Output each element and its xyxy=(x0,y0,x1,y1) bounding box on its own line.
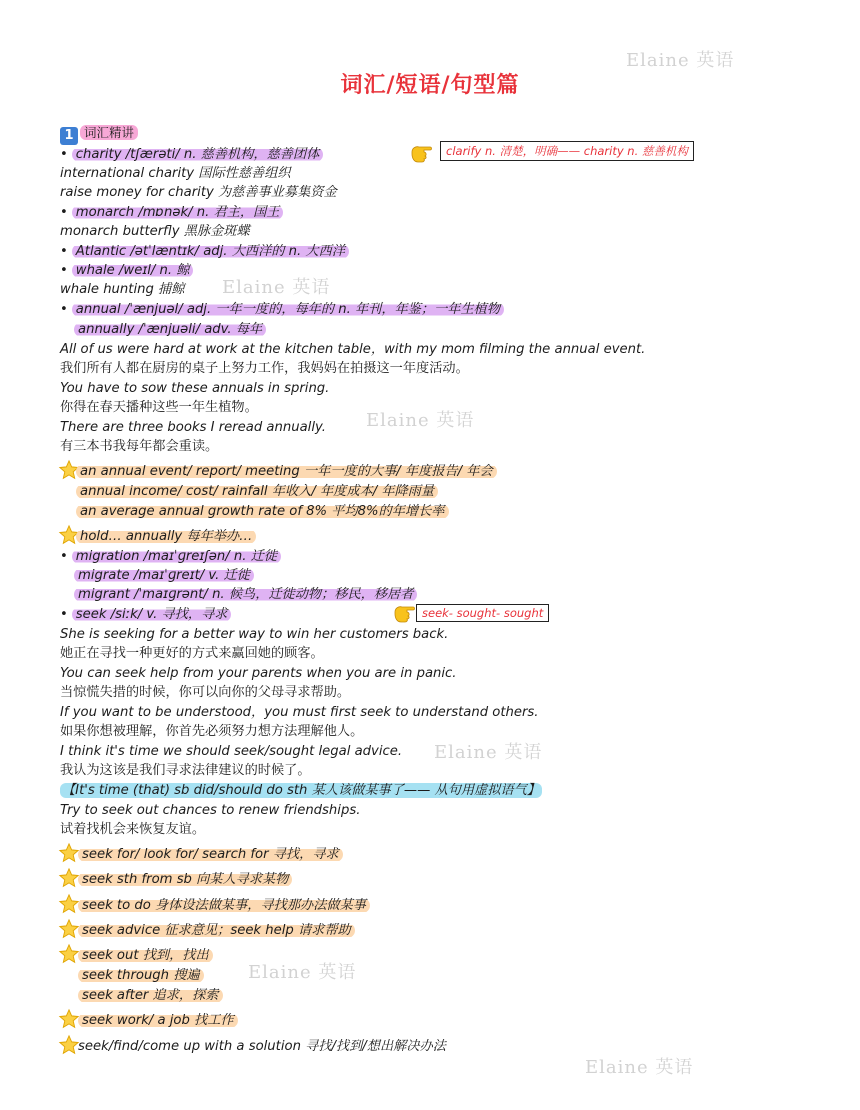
phrase-line: seek through 搜遍 xyxy=(78,966,204,985)
star-icon xyxy=(58,918,80,940)
pointing-hand-icon xyxy=(410,140,438,164)
section-label: 词汇精讲 xyxy=(80,125,138,140)
vocab-entry: annually /ˈænjuəli/ adv. 每年 xyxy=(60,320,266,339)
example-sentence: Try to seek out chances to renew friendships. xyxy=(60,803,361,818)
example-sentence: All of us were hard at work at the kitchen table，with my mom filming the annual event. xyxy=(60,342,646,357)
watermark: Elaine 英语 xyxy=(585,1057,694,1078)
vocab-line: raise money for charity 为慈善事业募集资金 xyxy=(60,185,337,200)
vocab-line: monarch butterfly 黑脉金斑蝶 xyxy=(60,224,250,239)
star-icon xyxy=(58,867,80,889)
star-icon xyxy=(58,842,80,864)
vocab-entry: migrate /maɪˈɡreɪt/ v. 迁徙 xyxy=(60,566,254,585)
vocab-entry: • annual /ˈænjuəl/ adj. 一年一度的，每年的 n. 年刊，年鉴；一年生植物 xyxy=(60,300,504,319)
phrase-line: seek out 找到，找出 xyxy=(78,946,213,965)
phrase-line: an annual event/ report/ meeting 一年一度的大事/ 年度报告/ 年会 xyxy=(76,462,497,481)
example-translation: 我们所有人都在厨房的桌子上努力工作，我妈妈在拍摄这一年度活动。 xyxy=(60,361,469,376)
example-translation: 当惊慌失措的时候，你可以向你的父母寻求帮助。 xyxy=(60,685,351,700)
example-sentence: There are three books I reread annually. xyxy=(60,420,326,435)
star-icon xyxy=(58,1008,80,1030)
grammar-note: 【It's time (that) sb did/should do sth 某人该做某事了—— 从句用虚拟语气】 xyxy=(62,783,540,798)
watermark: Elaine 英语 xyxy=(434,742,543,763)
vocab-entry: migrant /ˈmaɪɡrənt/ n. 候鸟，迁徙动物；移民，移居者 xyxy=(60,585,417,604)
example-translation: 如果你想被理解，你首先必须努力想方法理解他人。 xyxy=(60,724,364,739)
watermark: Elaine 英语 xyxy=(248,962,357,983)
example-sentence: She is seeking for a better way to win her customers back. xyxy=(60,627,449,642)
phrase-line: annual income/ cost/ rainfall 年收入/ 年度成本/ 年降雨量 xyxy=(76,482,438,501)
vocab-line: international charity 国际性慈善组织 xyxy=(60,166,291,181)
star-icon xyxy=(58,1034,80,1056)
example-translation: 试着找机会来恢复友谊。 xyxy=(60,822,206,837)
example-sentence: If you want to be understood，you must first seek to understand others. xyxy=(60,705,539,720)
example-sentence: You can seek help from your parents when you are in panic. xyxy=(60,666,457,681)
vocab-entry: • whale /weɪl/ n. 鲸 xyxy=(60,261,193,280)
vocab-entry: • migration /maɪˈɡreɪʃən/ n. 迁徙 xyxy=(60,547,281,566)
phrase-line: seek work/ a job 找工作 xyxy=(78,1011,238,1030)
watermark: Elaine 英语 xyxy=(222,277,331,298)
vocab-line: whale hunting 捕鲸 xyxy=(60,282,185,297)
phrase-line: seek sth from sb 向某人寻求某物 xyxy=(78,870,292,889)
example-sentence: You have to sow these annuals in spring. xyxy=(60,381,330,396)
section-header xyxy=(60,123,138,145)
example-translation: 你得在春天播种这些一年生植物。 xyxy=(60,400,258,415)
example-translation: 我认为这该是我们寻求法律建议的时候了。 xyxy=(60,763,311,778)
phrase-line: seek after 追求，探索 xyxy=(78,986,223,1005)
watermark: Elaine 英语 xyxy=(366,410,475,431)
vocab-entry: • monarch /mɒnək/ n. 君主，国王 xyxy=(60,203,283,222)
example-sentence: I think it's time we should seek/sought legal advice. xyxy=(60,744,403,759)
watermark: Elaine 英语 xyxy=(626,50,735,71)
vocab-entry: • seek /siːk/ v. 寻找，寻求 xyxy=(60,605,231,624)
phrase-line: seek advice 征求意见；seek help 请求帮助 xyxy=(78,921,355,940)
phrase-line: seek for/ look for/ search for 寻找，寻求 xyxy=(78,845,343,864)
phrase-line: an average annual growth rate of 8% 平均8%的年增长率 xyxy=(76,502,449,521)
star-icon xyxy=(58,893,80,915)
example-translation: 她正在寻找一种更好的方式来赢回她的顾客。 xyxy=(60,646,324,661)
seek-note: seek- sought- sought xyxy=(416,604,549,622)
clarify-note: clarify n. 清楚，明确—— charity n. 慈善机构 xyxy=(440,141,694,161)
vocab-entry: • charity /tʃærəti/ n. 慈善机构，慈善团体 xyxy=(60,145,323,164)
page-title: 词汇/短语/句型篇 xyxy=(340,73,520,98)
section-number-badge: 1 xyxy=(60,127,78,145)
example-translation: 有三本书我每年都会重读。 xyxy=(60,439,219,454)
phrase-line: seek to do 身体设法做某事，寻找那办法做某事 xyxy=(78,896,370,915)
star-icon xyxy=(58,943,80,965)
phrase-line: hold… annually 每年举办… xyxy=(76,527,256,546)
vocab-entry: • Atlantic /ətˈlæntɪk/ adj. 大西洋的 n. 大西洋 xyxy=(60,242,349,261)
phrase-line: seek/find/come up with a solution 寻找/找到/想出解决办法 xyxy=(78,1039,446,1054)
